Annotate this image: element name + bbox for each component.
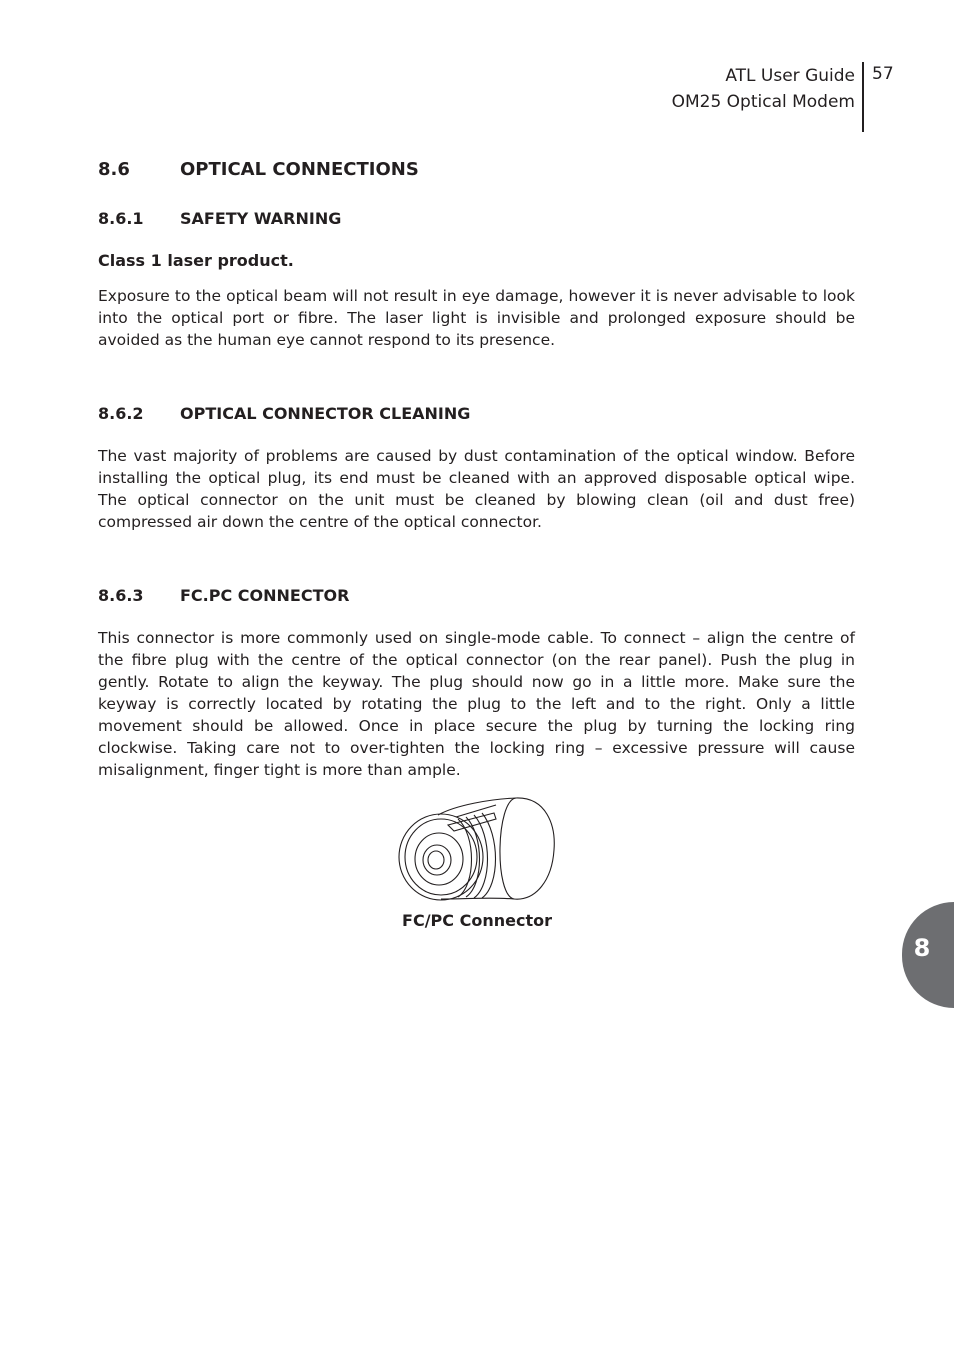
section-number: 8.6 (98, 159, 130, 180)
figure-caption: FC/PC Connector (402, 911, 552, 930)
subsection-heading-safety (98, 209, 341, 228)
subsection-number: 8.6.2 (98, 404, 144, 423)
fcpc-paragraph: This connector is more commonly used on single-mode cable. To connect – align the centre of the fibre plug with the centre of the optical connector (on the rear panel). Push the plug in gently. Rotate to align the keyway. The plug should now go in a little more. Make sure the keyway is correctly located by rotating the plug to the left and to the right. Only a little movement should be allowed. Once in place secure the plug by turning the locking ring clockwise. Taking care not to over-tighten the locking ring – excessive pressure will cause misalignment, finger tight is more than ample. (98, 629, 855, 779)
section-heading (98, 159, 419, 180)
cleaning-paragraph: The vast majority of problems are caused by dust contamination of the optical window. Before installing the optical plug, its end must be cleaned with an approved disposable optical wipe. The optical connector on the unit must be cleaned by blowing clean (oil and dust free) compressed air down the centre of the optical connector. (98, 447, 855, 531)
running-header (672, 63, 855, 115)
laser-class-note: Class 1 laser product. (98, 251, 294, 270)
header-guide-title: ATL User Guide (725, 66, 855, 86)
subsection-heading-cleaning (98, 404, 470, 423)
header-product-title: OM25 Optical Modem (671, 92, 855, 112)
subsection-title: SAFETY WARNING (180, 209, 342, 228)
subsection-title: OPTICAL CONNECTOR CLEANING (180, 404, 471, 423)
chapter-tab-number: 8 (913, 934, 931, 962)
subsection-title: FC.PC CONNECTOR (180, 586, 350, 605)
safety-paragraph: Exposure to the optical beam will not result in eye damage, however it is never advisable to look into the optical port or fibre. The laser light is invisible and prolonged exposure should be avoided as the human eye cannot respond to its presence. (98, 287, 855, 349)
section-title: OPTICAL CONNECTIONS (180, 159, 419, 180)
fc-pc-connector-illustration (396, 795, 558, 905)
subsection-number: 8.6.3 (98, 586, 144, 605)
header-divider (862, 62, 864, 132)
subsection-number: 8.6.1 (98, 209, 144, 228)
subsection-heading-fcpc (98, 586, 349, 605)
page-number: 57 (872, 64, 894, 84)
